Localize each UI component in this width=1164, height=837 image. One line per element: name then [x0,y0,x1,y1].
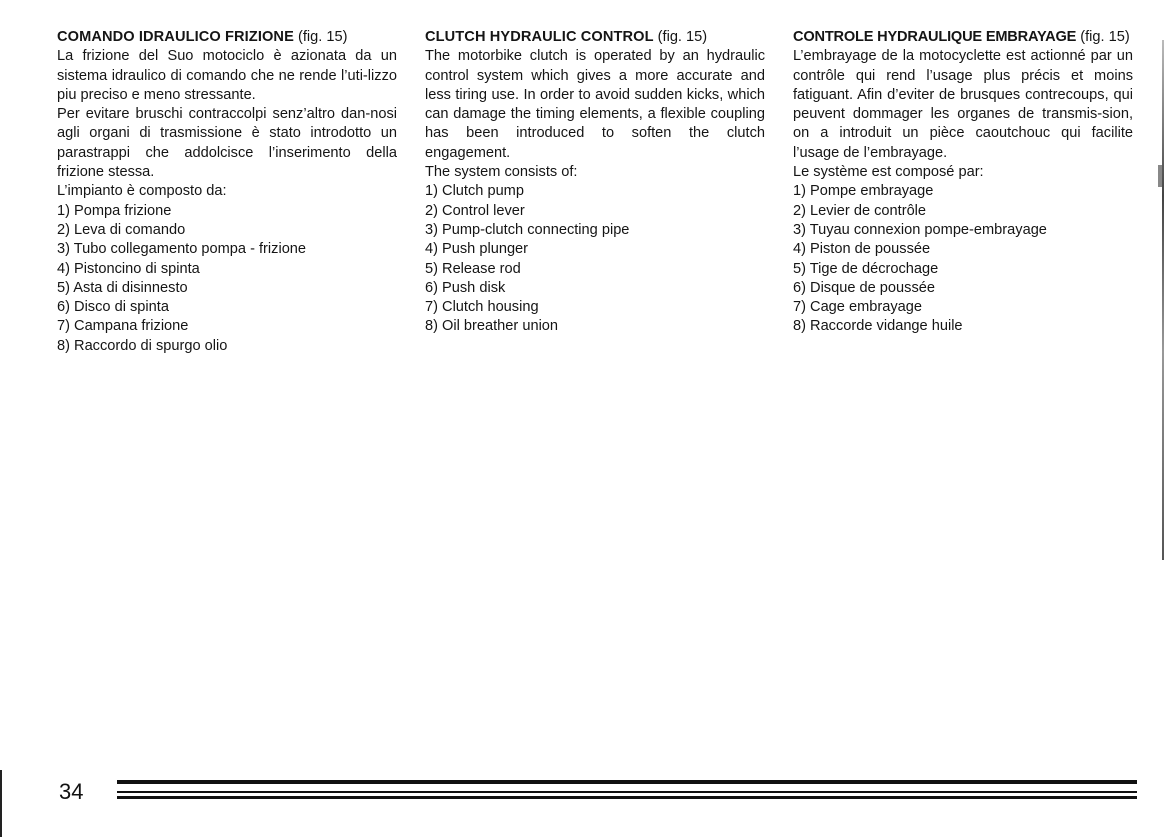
body-paragraph: Per evitare bruschi contraccolpi senz’altro dan-nosi agli organi di trasmissione è stato introdotto un parastrappi che addolcisce l’inserimento della frizione stessa. [57,106,397,181]
list-item: 8) Raccordo di spurgo olio [57,337,228,354]
list-intro: Le système est composé par: [793,164,984,181]
footer-rule [117,780,1137,784]
parts-list [57,202,397,356]
list-item: 8) Raccorde vidange huile [793,318,963,335]
list-item: 8) Oil breather union [425,318,559,335]
figure-reference: (fig. 15) [1080,29,1130,45]
list-intro: L’impianto è composto da: [57,183,227,200]
list-item: 4) Piston de poussée [793,241,931,258]
list-item: 6) Push disk [425,279,506,296]
footer-rule [117,796,1137,799]
body-paragraph: La frizione del Suo motociclo è azionata da un sistema idraulico di comando che ne rende l’uti-lizzo piu preciso e meno stressante. [57,48,397,103]
list-item: 5) Asta di disinnesto [57,279,188,296]
list-item: 3) Tubo collegamento pompa - frizione [57,241,307,258]
heading-title: COMANDO IDRAULICO FRIZIONE [57,29,294,45]
figure-reference: (fig. 15) [657,29,708,45]
list-item: 3) Tuyau connexion pompe-embrayage [793,221,1047,238]
scan-edge [0,770,2,837]
list-item: 3) Pump-clutch connecting pipe [425,221,630,238]
list-item: 5) Tige de décrochage [793,260,939,277]
list-item: 4) Pistoncino di spinta [57,260,200,277]
list-item: 1) Pompa frizione [57,202,172,219]
column-french [793,28,1133,337]
list-item: 1) Clutch pump [425,183,524,200]
section-heading [793,28,1133,47]
list-item: 7) Campana frizione [57,318,189,335]
list-item: 2) Control lever [425,202,525,219]
section-heading [425,28,765,47]
heading-title: CLUTCH HYDRAULIC CONTROL [425,29,654,45]
column-italian [57,28,397,356]
list-item: 1) Pompe embrayage [793,183,934,200]
list-item: 6) Disque de poussée [793,279,935,296]
figure-reference: (fig. 15) [297,29,348,45]
list-item: 7) Cage embrayage [793,299,922,316]
scan-edge [1158,165,1162,187]
list-item: 2) Levier de contrôle [793,202,927,219]
column-english [425,28,765,337]
parts-list [425,182,765,336]
list-item: 6) Disco di spinta [57,299,169,316]
footer-rule [117,791,1137,793]
parts-list [793,182,1133,336]
section-heading [57,28,397,47]
list-intro: The system consists of: [425,164,578,181]
page-number: 34 [59,779,84,804]
heading-title: CONTROLE HYDRAULIQUE EMBRAYAGE [793,29,1077,45]
list-item: 7) Clutch housing [425,299,539,316]
body-paragraph: L’embrayage de la motocyclette est actionné par un contrôle qui rend l’usage plus précis et moins fatiguant. Afin d’eviter de brusques contrecoups, qui peuvent dommager les organes de transmis-sion, on a introduit un pièce caoutchouc qui facilite l’usage de l’embrayage. [793,48,1133,161]
list-item: 5) Release rod [425,260,521,277]
list-item: 2) Leva di comando [57,221,186,238]
body-paragraph: The motorbike clutch is operated by an hydraulic control system which gives a more accurate and less tiring use. In order to avoid sudden kicks, which can damage the timing elements, a flexible coupling has been introduced to soften the clutch engagement. [425,48,765,161]
list-item: 4) Push plunger [425,241,529,258]
